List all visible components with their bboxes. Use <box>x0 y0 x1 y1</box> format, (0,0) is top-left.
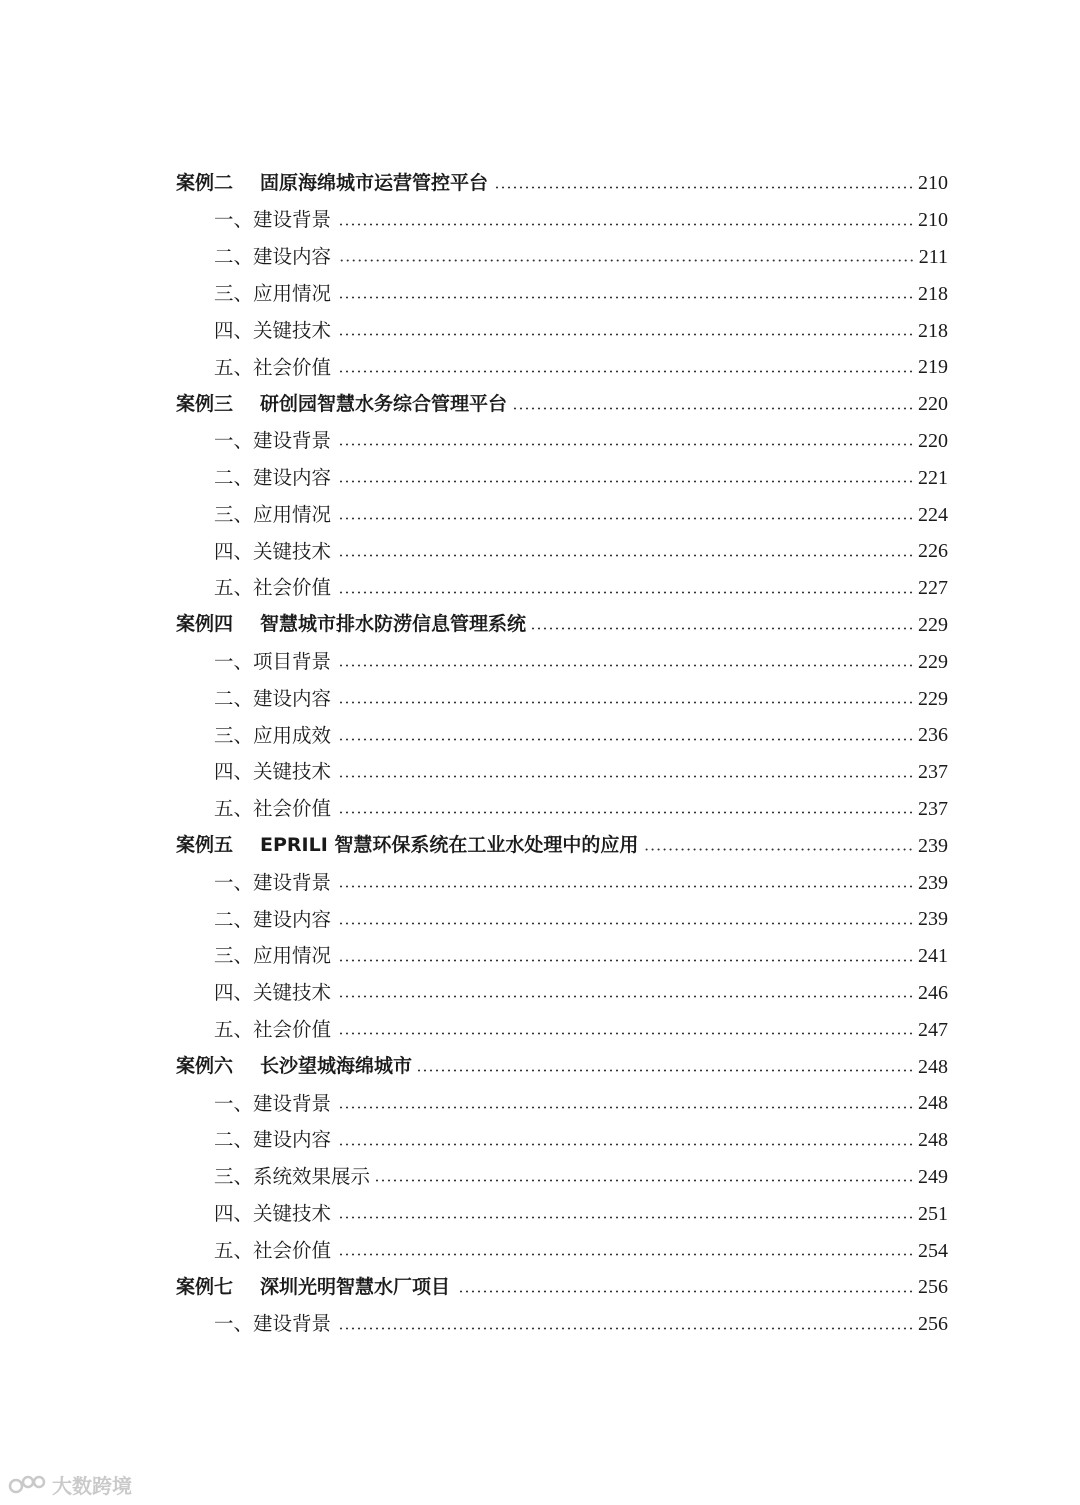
toc-section-entry[interactable] <box>0 791 948 828</box>
toc-section-entry[interactable] <box>0 901 948 938</box>
toc-chapter-entry[interactable] <box>0 1269 948 1306</box>
dot-leader <box>376 1179 914 1182</box>
toc-entry-title: 一、建设背景 <box>214 870 332 894</box>
toc-page-number: 239 <box>918 908 948 931</box>
dot-leader <box>337 922 914 925</box>
toc-entry-title: 五、社会价值 <box>214 1238 332 1262</box>
toc-chapter-entry[interactable] <box>0 386 948 423</box>
toc-entry-title: 四、关键技术 <box>214 1201 332 1225</box>
dot-leader <box>337 370 914 373</box>
toc-section-entry[interactable] <box>0 570 948 607</box>
dot-leader <box>337 259 915 262</box>
toc-entry-title: 一、建设背景 <box>214 1312 332 1336</box>
toc-section-entry[interactable] <box>0 754 948 791</box>
toc-page-number: 220 <box>918 429 948 452</box>
toc-page-number: 229 <box>918 650 948 673</box>
toc-entry-title: 五、社会价值 <box>214 576 332 600</box>
dot-leader <box>494 186 914 189</box>
toc-entry-title <box>176 836 638 855</box>
toc-entry-title: 三、系统效果展示 <box>214 1165 371 1189</box>
dot-leader <box>337 554 914 557</box>
toc-section-entry[interactable] <box>0 717 948 754</box>
toc-entry-title <box>176 1275 451 1298</box>
toc-chapter-title: 深圳光明智慧水厂项目 <box>260 1275 451 1298</box>
toc-entry-title: 三、应用情况 <box>214 282 332 306</box>
toc-page-number: 220 <box>918 393 948 416</box>
watermark-text: 大数跨境 <box>52 1474 132 1498</box>
toc-page-number: 256 <box>918 1313 948 1336</box>
logo-icon <box>8 1472 48 1498</box>
dot-leader <box>337 223 914 226</box>
toc-entry-title: 三、应用情况 <box>214 944 332 968</box>
toc-entry-title: 二、建设内容 <box>214 686 332 710</box>
toc-page-number: 247 <box>918 1018 948 1041</box>
toc-entry-title: 五、社会价值 <box>214 1017 332 1041</box>
toc-page-number: 241 <box>918 945 948 968</box>
toc-entry-title: 四、关键技术 <box>214 539 332 563</box>
toc-entry-title <box>176 1057 412 1076</box>
dot-leader <box>337 811 914 814</box>
toc-page-number: 211 <box>918 245 948 268</box>
toc-section-entry[interactable] <box>0 1232 948 1269</box>
toc-section-entry[interactable] <box>0 1011 948 1048</box>
toc-section-entry[interactable] <box>0 975 948 1012</box>
toc-page-number: 248 <box>918 1092 948 1115</box>
toc-chapter-title: 研创园智慧水务综合管理平台 <box>260 392 508 415</box>
toc-section-entry[interactable] <box>0 1195 948 1232</box>
toc-entry-title: 一、建设背景 <box>214 208 332 232</box>
toc-page-number: 224 <box>918 503 948 526</box>
toc-section-entry[interactable] <box>0 1159 948 1196</box>
dot-leader <box>337 1327 914 1330</box>
toc-chapter-label: 案例二 <box>176 171 234 194</box>
toc-page-number: 237 <box>918 797 948 820</box>
toc-page-number: 236 <box>918 724 948 747</box>
toc-section-entry[interactable] <box>0 938 948 975</box>
toc-entry-title: 五、社会价值 <box>214 797 332 821</box>
toc-page-number: 226 <box>918 540 948 563</box>
toc-chapter-label: 案例五 <box>176 834 234 857</box>
table-of-contents <box>0 165 1080 1343</box>
toc-page-number: 219 <box>918 356 948 379</box>
toc-chapter-entry[interactable] <box>0 165 948 202</box>
toc-page-number: 218 <box>918 319 948 342</box>
dot-leader <box>337 664 914 667</box>
toc-section-entry[interactable] <box>0 1306 948 1343</box>
toc-page-number: 249 <box>918 1165 948 1188</box>
toc-entry-title <box>176 171 489 194</box>
toc-section-entry[interactable] <box>0 239 948 276</box>
dot-leader <box>337 480 914 483</box>
toc-entry-title: 三、应用成效 <box>214 723 332 747</box>
toc-page-number: 239 <box>918 871 948 894</box>
dot-leader <box>337 1106 914 1109</box>
toc-page-number: 248 <box>918 1129 948 1152</box>
toc-entry-title: 二、建设内容 <box>214 245 332 269</box>
toc-section-entry[interactable] <box>0 496 948 533</box>
dot-leader <box>337 959 914 962</box>
toc-page-number: 237 <box>918 761 948 784</box>
dot-leader <box>337 443 914 446</box>
toc-entry-title: 三、应用情况 <box>214 502 332 526</box>
toc-entry-title: 二、建设内容 <box>214 466 332 490</box>
toc-page-number: 221 <box>918 466 948 489</box>
dot-leader <box>337 995 914 998</box>
toc-page-number: 229 <box>918 613 948 636</box>
toc-section-entry[interactable] <box>0 533 948 570</box>
toc-section-entry[interactable] <box>0 1122 948 1159</box>
toc-page-number: 256 <box>918 1276 948 1299</box>
toc-page-number: 210 <box>918 172 948 195</box>
toc-entry-title: 一、建设背景 <box>214 1091 332 1115</box>
toc-entry-title <box>176 392 508 415</box>
toc-chapter-title: 固原海绵城市运营管控平台 <box>260 171 489 194</box>
dot-leader <box>337 738 914 741</box>
dot-leader <box>337 1032 914 1035</box>
toc-entry-title: 二、建设内容 <box>214 1128 332 1152</box>
dot-leader <box>513 407 914 410</box>
dot-leader <box>532 627 914 630</box>
toc-entry-title: 五、社会价值 <box>214 355 332 379</box>
dot-leader <box>337 1143 914 1146</box>
toc-chapter-entry[interactable] <box>0 827 948 864</box>
dot-leader <box>337 333 914 336</box>
dot-leader <box>456 1290 914 1293</box>
toc-entry-title: 四、关键技术 <box>214 981 332 1005</box>
toc-section-entry[interactable] <box>0 275 948 312</box>
toc-entry-title: 二、建设内容 <box>214 907 332 931</box>
dot-leader <box>337 775 914 778</box>
toc-page-number: 227 <box>918 577 948 600</box>
toc-page-number: 218 <box>918 282 948 305</box>
watermark <box>8 1470 132 1499</box>
dot-leader <box>337 701 914 704</box>
dot-leader <box>644 848 914 851</box>
toc-chapter-title: EPRILI 智慧环保系统在工业水处理中的应用 <box>260 834 639 857</box>
dot-leader <box>337 591 914 594</box>
toc-section-entry[interactable] <box>0 1085 948 1122</box>
toc-section-entry[interactable] <box>0 202 948 239</box>
toc-page-number: 210 <box>918 209 948 232</box>
toc-section-entry[interactable] <box>0 459 948 496</box>
dot-leader <box>337 885 914 888</box>
toc-section-entry[interactable] <box>0 864 948 901</box>
dot-leader <box>337 296 914 299</box>
toc-section-entry[interactable] <box>0 423 948 460</box>
toc-chapter-entry[interactable] <box>0 1048 948 1085</box>
toc-chapter-label: 案例七 <box>176 1275 234 1298</box>
dot-leader <box>337 517 914 520</box>
toc-page-number: 251 <box>918 1202 948 1225</box>
toc-page-number: 254 <box>918 1239 948 1262</box>
dot-leader <box>418 1069 914 1072</box>
toc-chapter-label: 案例三 <box>176 392 234 415</box>
toc-section-entry[interactable] <box>0 643 948 680</box>
dot-leader <box>337 1216 914 1219</box>
toc-page-number: 248 <box>918 1055 948 1078</box>
toc-chapter-entry[interactable] <box>0 607 948 644</box>
toc-entry-title: 一、项目背景 <box>214 650 332 673</box>
toc-chapter-label: 案例四 <box>176 613 234 636</box>
toc-entry-title: 一、建设背景 <box>214 429 332 453</box>
toc-section-entry[interactable] <box>0 312 948 349</box>
toc-section-entry[interactable] <box>0 680 948 717</box>
toc-page-number: 229 <box>918 687 948 710</box>
toc-chapter-title: 智慧城市排水防涝信息管理系统 <box>260 613 527 636</box>
toc-entry-title: 四、关键技术 <box>214 318 332 342</box>
toc-page-number: 246 <box>918 981 948 1004</box>
toc-chapter-label: 案例六 <box>176 1055 234 1078</box>
toc-entry-title <box>176 615 526 634</box>
toc-entry-title: 四、关键技术 <box>214 760 332 784</box>
dot-leader <box>337 1253 914 1256</box>
toc-chapter-title: 长沙望城海绵城市 <box>260 1055 413 1078</box>
toc-section-entry[interactable] <box>0 349 948 386</box>
toc-page-number: 239 <box>918 834 948 857</box>
